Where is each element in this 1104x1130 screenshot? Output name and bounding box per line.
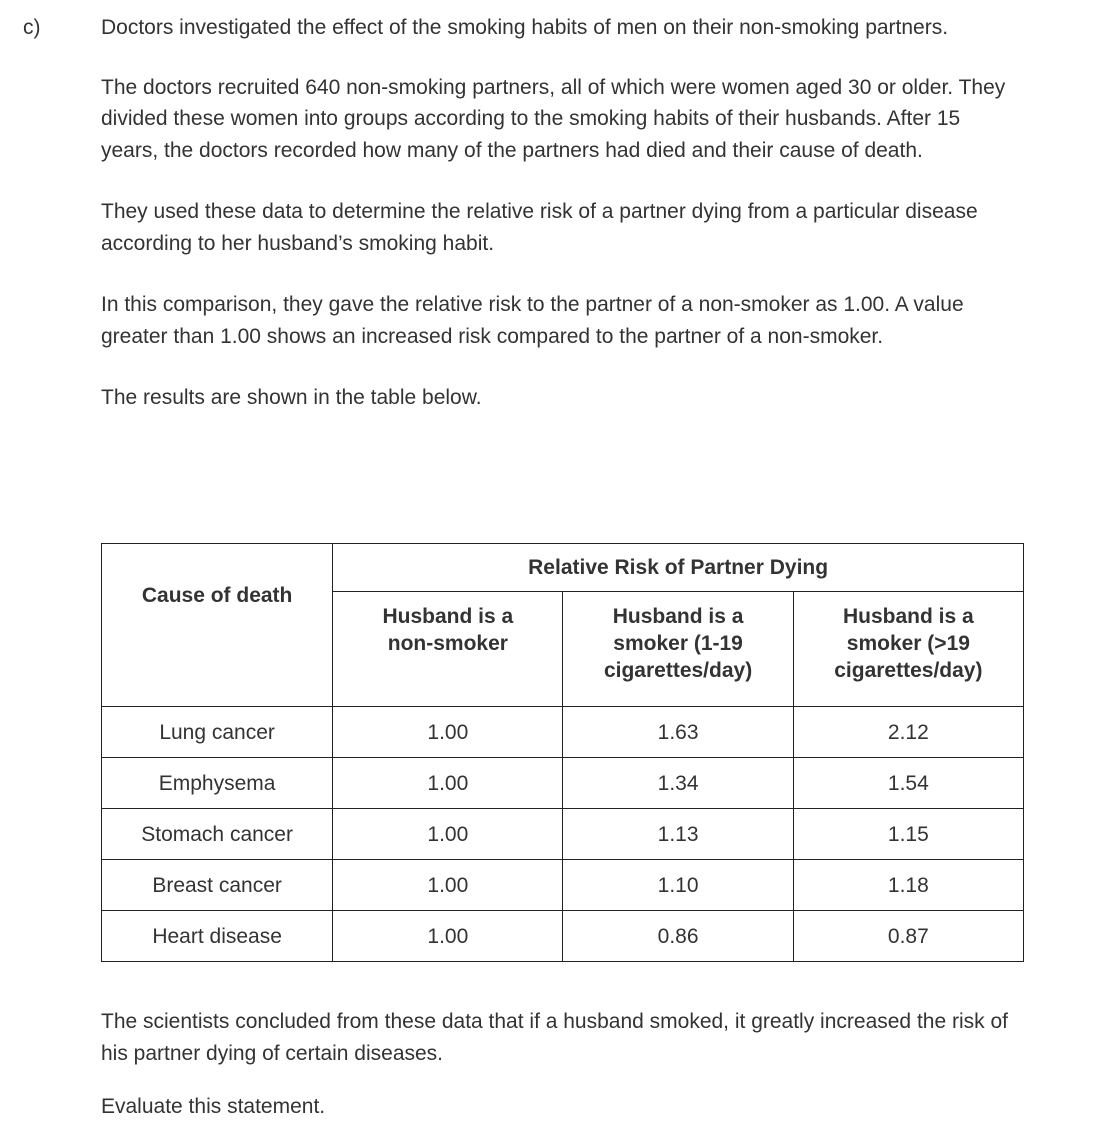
question-body [101, 12, 1021, 414]
purpose-paragraph: They used these data to determine the relative risk of a partner dying from a particular disease according to her husband’s smoking habit. [101, 200, 978, 255]
method-paragraph: The doctors recruited 640 non-smoking partners, all of which were women aged 30 or older. They divided these women into groups according to the smoking habits of their husbands. After 15 years, the doctors recorded how many of the partners had died and their cause of death. [101, 75, 1006, 162]
comparison-paragraph: In this comparison, they gave the relative risk to the partner of a non-smoker as 1.00. A value greater than 1.00 shows an increased risk compared to the partner of a non-smoker. [101, 293, 964, 348]
question-footer [101, 1006, 1021, 1123]
heavy-smoker-cell: 0.87 [793, 911, 1023, 962]
light-smoker-header-line: cigarettes/day) [603, 659, 753, 682]
non-smoker-header [333, 592, 563, 707]
table-row [102, 911, 1024, 962]
light-smoker-header-line: smoker (1-19 [613, 632, 743, 655]
question-label: c) [23, 16, 41, 39]
heavy-smoker-cell: 1.54 [793, 758, 1023, 809]
heavy-smoker-header-line: cigarettes/day) [834, 659, 983, 682]
cause-cell: Breast cancer [102, 860, 333, 911]
light-smoker-cell: 1.34 [563, 758, 793, 809]
heavy-smoker-header [793, 592, 1023, 707]
non-smoker-cell: 1.00 [333, 911, 563, 962]
table-header-row [102, 544, 1024, 592]
results-intro: The results are shown in the table below. [101, 386, 482, 409]
non-smoker-cell: 1.00 [333, 758, 563, 809]
cause-cell: Heart disease [102, 911, 333, 962]
light-smoker-cell: 1.13 [563, 809, 793, 860]
relative-risk-header: Relative Risk of Partner Dying [333, 544, 1024, 592]
cause-of-death-header: Cause of death [102, 544, 333, 707]
light-smoker-header-line: Husband is a [612, 605, 744, 628]
non-smoker-header-line: Husband is a [382, 605, 514, 628]
table-row [102, 809, 1024, 860]
heavy-smoker-header-line: smoker (>19 [846, 632, 970, 655]
table-row [102, 860, 1024, 911]
non-smoker-cell: 1.00 [333, 860, 563, 911]
table-row [102, 758, 1024, 809]
non-smoker-header-line: non-smoker [387, 632, 508, 655]
heavy-smoker-cell: 1.15 [793, 809, 1023, 860]
heavy-smoker-header-line: Husband is a [843, 605, 974, 628]
non-smoker-cell: 1.00 [333, 707, 563, 758]
heavy-smoker-cell: 2.12 [793, 707, 1023, 758]
conclusion-paragraph: The scientists concluded from these data that if a husband smoked, it greatly increased the risk of his partner dying of certain diseases. [101, 1010, 1008, 1065]
light-smoker-header [563, 592, 793, 707]
light-smoker-cell: 1.63 [563, 707, 793, 758]
intro-paragraph: Doctors investigated the effect of the smoking habits of men on their non-smoking partners. [101, 16, 949, 39]
cause-cell: Stomach cancer [102, 809, 333, 860]
cause-cell: Lung cancer [102, 707, 333, 758]
light-smoker-cell: 0.86 [563, 911, 793, 962]
light-smoker-cell: 1.10 [563, 860, 793, 911]
table-row [102, 707, 1024, 758]
non-smoker-cell: 1.00 [333, 809, 563, 860]
results-table [101, 543, 1024, 962]
instruction-text: Evaluate this statement. [101, 1095, 326, 1118]
cause-cell: Emphysema [102, 758, 333, 809]
heavy-smoker-cell: 1.18 [793, 860, 1023, 911]
